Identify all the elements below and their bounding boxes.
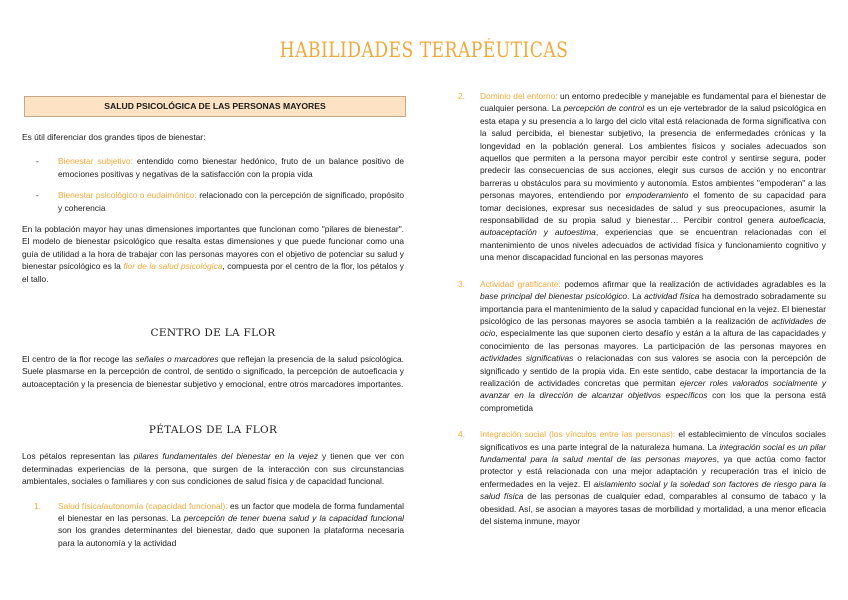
list-item: 3. Actividad gratificante: podemos afirmar que la realización de actividades agradables es la base principal del bienestar psicológico. La actividad física ha demostrado sobradamente su importancia para el mantenimiento de la salud y capacidad funcional en la vejez. El bienestar psicológico de las personas mayores se asocia también a la realización de actividades de ocio, especialmente las que suponen cierto desafío y están a la altura de las capacidades y conocimiento de las personas mayores. La participación de las personas mayores en actividades significativas o relacionadas con sus valores se asocia con la percepción de significado y sentido de la propia vida. En este sentido, cabe destacar la importancia de la realización de actividades concretas que permitan ejercer roles valorados socialmente y avanzar en la dirección de alcanzar objetivos específicos con los que la persona está comprometida bbox=[458, 278, 827, 413]
pillars-list-right bbox=[458, 90, 826, 527]
item-number: 4. bbox=[458, 429, 465, 440]
item-label: Salud física/autonomía (capacidad funcional): bbox=[58, 500, 228, 511]
right-column bbox=[458, 90, 826, 541]
list-item bbox=[36, 155, 404, 180]
item-label: Integración social (los vínculos entre las personas): bbox=[480, 429, 676, 440]
item-number: 3. bbox=[458, 278, 465, 289]
list-item-text: entendido como bienestar hedónico, fruto de un balance positivo de emociones positivas y negativas de la satisfacción con la propia vida bbox=[58, 156, 404, 179]
list-item-label: Bienestar subjetivo: bbox=[58, 156, 133, 167]
petalos-paragraph: Los pétalos representan las pilares fundamentales del bienestar en la vejez y tienen que ver con determinadas experiencias de la persona, que surgen de la interacción con sus circunstancias ambientales, sociales o familiares y con sus condiciones de salud física y de capacidad funcional. bbox=[22, 451, 404, 487]
pillars-list-left bbox=[34, 500, 404, 550]
item-number: 1. bbox=[34, 500, 41, 511]
list-item: 2. Dominio del entorno: un entorno predecible y manejable es fundamental para el bienestar de cualquier persona. La percepción de control es un eje vertebrador de la salud psicológica en esta etapa y su presencia a lo largo del ciclo vital está relacionada de forma significativa con la salud percibida, el bienestar subjetivo, la presencia de enfermedades crónicas y la longevidad en la población general. Los ambientes físicos y sociales adecuados son aquellos que permiten a la persona mayor percibir este control y sentirse segura, poder predecir las consecuencias de sus acciones, elegir sus cursos de acción y no encontrar barreras u obstáculos para su movimiento y autonomía. Estos ambientes "empoderan" a las personas mayores, entendiendo por empoderamiento el fomento de su capacidad para tomar decisiones, expresar sus necesidades de salud y sus preocupaciones, asumir la responsabilidad de su propia salud y bienestar… Percibir control genera autoeficacia, autoaceptación y autoestima, experiencias que se encuentran relacionadas con el mantenimiento de unos niveles adecuados de actividad física y funcionamiento cognitivo y una menor discapacidad funcional en las personas mayores bbox=[458, 91, 827, 263]
flower-term: flor de la salud psicológica bbox=[123, 261, 223, 272]
list-item: 4. Integración social (los vínculos entre las personas): el establecimiento de vínculos sociales significativos es una parte integral de la naturaleza humana. La integración social es un pilar fundamental para la salud mental de las personas mayores, ya que actúa como factor protector y está relacionada con una mejor adaptación y recuperación tras el inicio de enfermedades en la vejez. El aislamiento social y la soledad son factores de riesgo para la salud física de las personas de cualquier edad, comparables al consumo de tabaco y la obesidad. Así, se asocian a mayores tasas de morbilidad y mortalidad, a una menor eficacia del sistema inmune, mayor bbox=[458, 429, 826, 526]
page-title: HABILIDADES TERAPÉUTICAS bbox=[279, 38, 569, 62]
centro-heading: CENTRO DE LA FLOR bbox=[150, 327, 276, 340]
petalos-heading: PÉTALOS DE LA FLOR bbox=[148, 424, 278, 437]
list-item bbox=[36, 189, 404, 214]
item-label: Dominio del entorno: bbox=[480, 91, 558, 101]
item-number: 2. bbox=[458, 91, 465, 101]
left-column bbox=[22, 96, 404, 549]
intro-text: Es útil diferenciar dos grandes tipos de bienestar: bbox=[22, 132, 206, 142]
section-title: SALUD PSICOLÓGICA DE LAS PERSONAS MAYORES bbox=[24, 96, 406, 117]
item-label: Actividad gratificante: bbox=[480, 278, 561, 289]
centro-paragraph: El centro de la flor recoge las señales o marcadores que reflejan la presencia de la salud psicológica. Suele plasmarse en la percepción de control, de sentido o significado, la percepción de autoeficacia y autoaceptación y la presencia de bienestar subjetivo y emocional, entre otros marcadores importantes. bbox=[22, 354, 404, 389]
flower-model-paragraph: En la población mayor hay unas dimensiones importantes que funcionan como "pilares de bienestar". El modelo de bienestar psicológico que resalta estas dimensiones y que puede funcionar como una guía de utilidad a la hora de trabajar con las personas mayores con el objetivo de potenciar su salud y bienestar psicológico es la flor de la salud psicológica, compuesta por el centro de la flor, los pétalos y el tallo. bbox=[22, 224, 404, 284]
list-item: 1. Salud física/autonomía (capacidad funcional): es un factor que modela de forma fundamental el bienestar en las personas. La percepción de tener buena salud y la capacidad funcional son los grandes determinantes del bienestar, dado que suponen la plataforma necesaria para la autonomía y la actividad bbox=[34, 500, 405, 548]
list-item-text: relacionado con la percepción de significado, propósito y coherencia bbox=[58, 190, 404, 213]
wellbeing-types-list bbox=[36, 155, 404, 214]
list-item-label: Bienestar psicológico o eudaimónico: bbox=[58, 190, 197, 201]
